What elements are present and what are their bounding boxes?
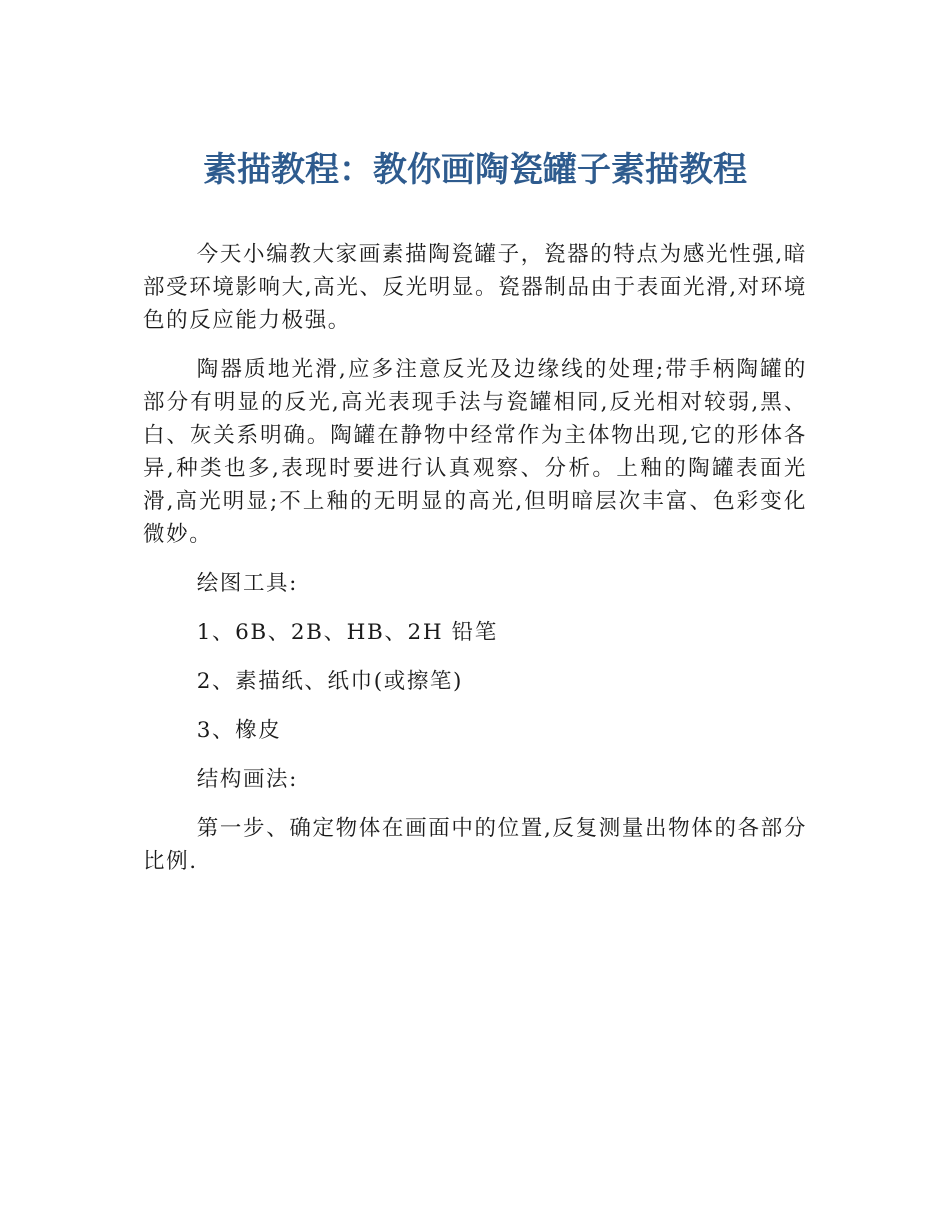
document-body bbox=[143, 238, 807, 894]
tool-item-paper: 2、素描纸、纸巾(或擦笔) bbox=[196, 669, 464, 694]
intro-paragraph: 今天小编教大家画素描陶瓷罐子，瓷器的特点为感光性强,暗部受环境影响大,高光、反光明显。瓷器制品由于表面光滑,对环境色的反应能力极强。 bbox=[143, 242, 807, 333]
tool-item-pencils: 1、6B、2B、HB、2H 铅笔 bbox=[196, 620, 498, 645]
document-title: 素描教程：教你画陶瓷罐子素描教程 bbox=[203, 150, 747, 190]
tools-heading: 绘图工具: bbox=[196, 571, 298, 596]
structure-heading: 结构画法: bbox=[196, 767, 298, 792]
tool-item-eraser: 3、橡皮 bbox=[196, 718, 282, 743]
pottery-paragraph: 陶器质地光滑,应多注意反光及边缘线的处理;带手柄陶罐的部分有明显的反光,高光表现手法与瓷罐相同,反光相对较弱,黑、白、灰关系明确。陶罐在静物中经常作为主体物出现,它的形体各异,种类也多,表现时要进行认真观察、分析。上釉的陶罐表面光滑,高光明显;不上釉的无明显的高光,但明暗层次丰富、色彩变化微妙。 bbox=[143, 357, 807, 547]
step-one-paragraph: 第一步、确定物体在画面中的位置,反复测量出物体的各部分比例. bbox=[143, 816, 807, 874]
